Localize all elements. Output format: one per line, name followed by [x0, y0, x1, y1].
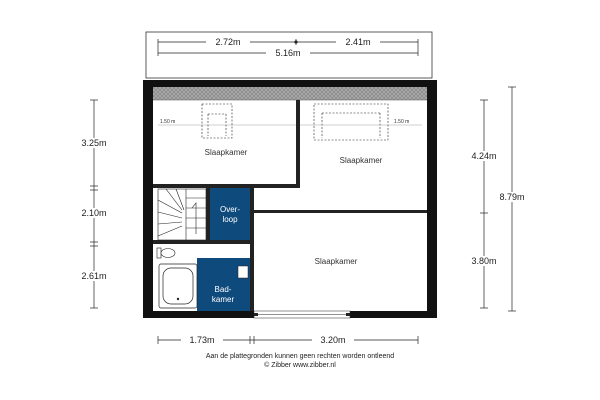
dim-bottom-right: 3.20m	[320, 335, 346, 345]
room-label-landing-1: Over-	[220, 205, 240, 214]
dim-right-bottom: 3.80m	[471, 256, 497, 266]
room-label-landing-2: loop	[222, 215, 238, 224]
room-label-bedroom-bottom: Slaapkamer	[314, 257, 358, 266]
room-label-bedroom-right: Slaapkamer	[339, 156, 383, 165]
dim-bottom-left: 1.73m	[189, 335, 215, 345]
dim-top-left: 2.72m	[215, 37, 241, 47]
dim-top-right: 2.41m	[345, 37, 371, 47]
roof-band	[153, 87, 427, 100]
bathtub	[159, 264, 197, 308]
room-label-bathroom-1: Bad-	[214, 285, 232, 294]
toilet	[157, 248, 175, 258]
room-label-bathroom-2: kamer	[211, 295, 235, 304]
sink	[238, 266, 248, 278]
height-label-left: 1.50 m	[160, 119, 176, 125]
dim-top-total: 5.16m	[275, 48, 301, 58]
footer-disclaimer: Aan de plattegronden kunnen geen rechten worden ontleend	[205, 353, 395, 360]
dim-left-top: 3.25m	[81, 138, 107, 148]
landing-blue	[210, 188, 250, 240]
top-dim-dot	[294, 40, 297, 43]
dim-right-top: 4.24m	[471, 151, 497, 161]
dim-right-total: 8.79m	[499, 192, 525, 202]
dim-left-bottom: 2.61m	[81, 271, 107, 281]
dim-left-mid: 2.10m	[81, 208, 107, 218]
room-label-bedroom-left: Slaapkamer	[204, 148, 248, 157]
bathtub-drain	[177, 298, 179, 300]
footer-copyright: © Zibber www.zibber.nl	[264, 362, 336, 369]
height-label-right: 1.50 m	[394, 119, 410, 125]
